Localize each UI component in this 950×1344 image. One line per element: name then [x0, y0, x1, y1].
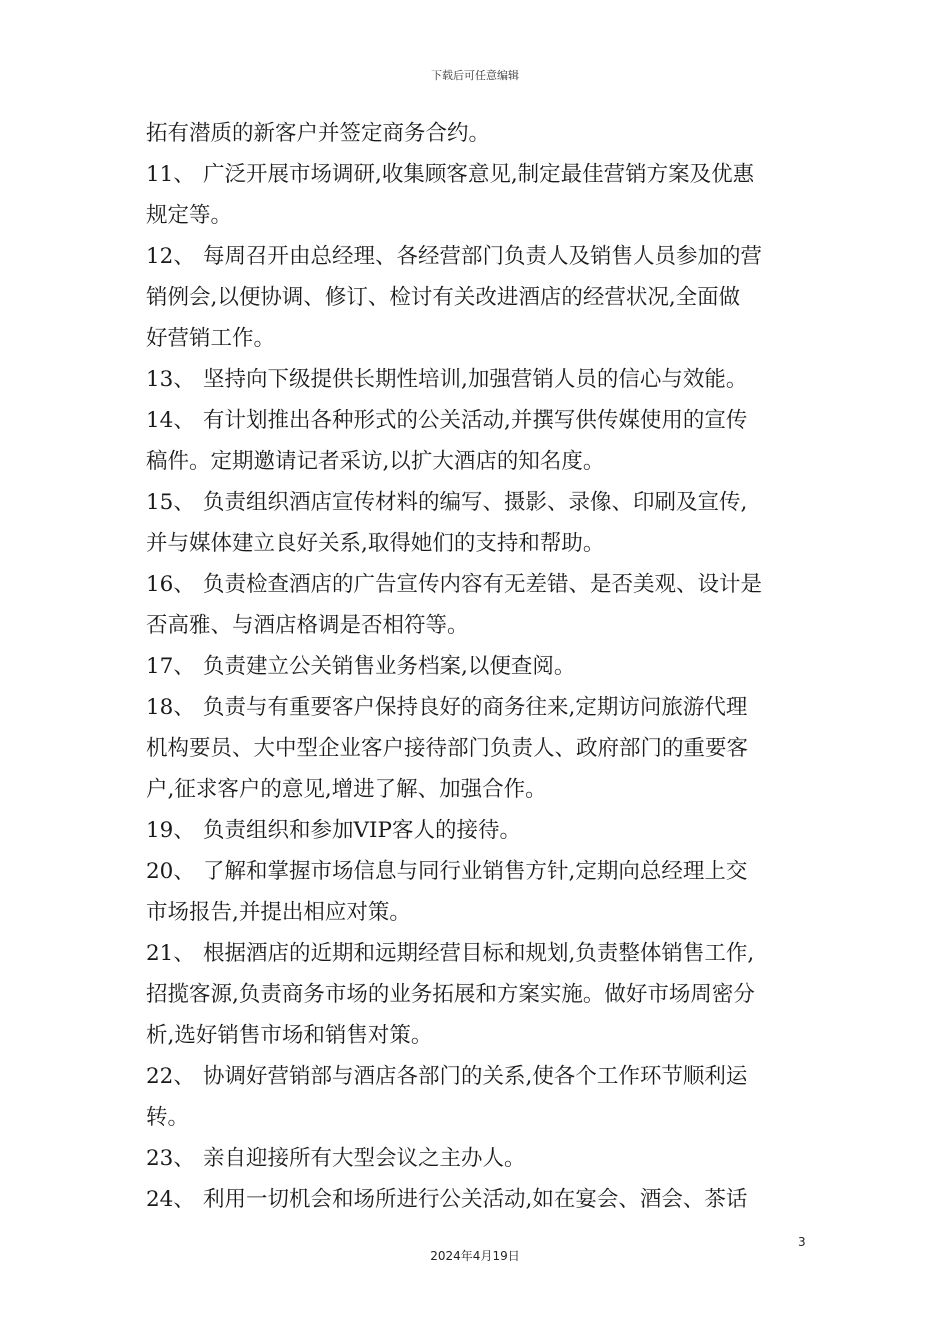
- line-text: 有计划推出各种形式的公关活动,并撰写供传媒使用的宣传: [203, 408, 748, 433]
- text-line: [146, 400, 806, 441]
- line-text: 负责建立公关销售业务档案,以便查阅。: [203, 654, 576, 679]
- footer-date: 2024年4月19日: [430, 1249, 520, 1263]
- line-text: 否高雅、与酒店格调是否相符等。: [146, 613, 469, 638]
- item-number: 15、: [146, 490, 195, 515]
- line-text: 好营销工作。: [146, 326, 276, 351]
- line-text: 户,征求客户的意见,增进了解、加强合作。: [146, 777, 547, 802]
- text-line: [146, 892, 806, 933]
- list-item: [146, 1138, 806, 1179]
- text-line: [146, 1015, 806, 1056]
- item-number: 24、: [146, 1187, 195, 1212]
- line-text: 负责检查酒店的广告宣传内容有无差错、是否美观、设计是: [203, 572, 763, 597]
- item-number: 13、: [146, 367, 195, 392]
- item-number: 20、: [146, 859, 195, 884]
- line-text: 负责组织和参加VIP客人的接待。: [203, 818, 521, 843]
- line-text: 了解和掌握市场信息与同行业销售方针,定期向总经理上交: [203, 859, 748, 884]
- item-number: 11、: [146, 162, 195, 187]
- line-text: 根据酒店的近期和远期经营目标和规划,负责整体销售工作,: [203, 941, 755, 966]
- item-number: 21、: [146, 941, 195, 966]
- item-number: 14、: [146, 408, 195, 433]
- line-text: 协调好营销部与酒店各部门的关系,使各个工作环节顺利运: [203, 1064, 748, 1089]
- text-line: [146, 113, 806, 154]
- text-line: [146, 1056, 806, 1097]
- text-line: [146, 277, 806, 318]
- line-text: 市场报告,并提出相应对策。: [146, 900, 411, 925]
- text-line: [146, 195, 806, 236]
- text-line: [146, 564, 806, 605]
- text-line: [146, 728, 806, 769]
- item-number: 16、: [146, 572, 195, 597]
- line-text: 每周召开由总经理、各经营部门负责人及销售人员参加的营: [203, 244, 763, 269]
- line-text: 转。: [146, 1105, 190, 1130]
- text-line: [146, 441, 806, 482]
- text-line: [146, 810, 806, 851]
- text-line: [146, 318, 806, 359]
- line-text: 坚持向下级提供长期性培训,加强营销人员的信心与效能。: [203, 367, 748, 392]
- list-item: [146, 359, 806, 400]
- list-item: [146, 154, 806, 236]
- page-header: 下载后可任意编辑: [431, 69, 519, 82]
- list-item: [146, 687, 806, 810]
- line-text: 拓有潜质的新客户并签定商务合约。: [146, 121, 491, 146]
- list-item: [146, 236, 806, 359]
- line-text: 机构要员、大中型企业客户接待部门负责人、政府部门的重要客: [146, 736, 749, 761]
- list-item: [146, 933, 806, 1056]
- line-text: 负责组织酒店宣传材料的编写、摄影、录像、印刷及宣传,: [203, 490, 748, 515]
- line-text: 稿件。定期邀请记者采访,以扩大酒店的知名度。: [146, 449, 605, 474]
- text-line: [146, 482, 806, 523]
- text-line: [146, 769, 806, 810]
- item-number: 19、: [146, 818, 195, 843]
- item-number: 22、: [146, 1064, 195, 1089]
- line-text: 销例会,以便协调、修订、检讨有关改进酒店的经营状况,全面做: [146, 285, 741, 310]
- list-item: [146, 1056, 806, 1138]
- text-line: [146, 1138, 806, 1179]
- text-line: [146, 933, 806, 974]
- list-item: [146, 482, 806, 564]
- list-item: [146, 1179, 806, 1220]
- line-text: 负责与有重要客户保持良好的商务往来,定期访问旅游代理: [203, 695, 748, 720]
- line-text: 并与媒体建立良好关系,取得她们的支持和帮助。: [146, 531, 605, 556]
- list-item: [146, 810, 806, 851]
- text-line: [146, 1179, 806, 1220]
- list-item: [146, 851, 806, 933]
- text-line: [146, 646, 806, 687]
- text-line: [146, 974, 806, 1015]
- line-text: 亲自迎接所有大型会议之主办人。: [203, 1146, 526, 1171]
- line-text: 招揽客源,负责商务市场的业务拓展和方案实施。做好市场周密分: [146, 982, 755, 1007]
- line-text: 析,选好销售市场和销售对策。: [146, 1023, 433, 1048]
- text-line: [146, 359, 806, 400]
- page-number: 3: [798, 1235, 806, 1249]
- text-line: [146, 851, 806, 892]
- line-text: 广泛开展市场调研,收集顾客意见,制定最佳营销方案及优惠: [203, 162, 755, 187]
- list-item: [146, 646, 806, 687]
- text-line: [146, 523, 806, 564]
- document-body: [146, 113, 806, 1220]
- item-number: 17、: [146, 654, 195, 679]
- list-item: [146, 564, 806, 646]
- continuation-paragraph: [146, 113, 806, 154]
- text-line: [146, 605, 806, 646]
- text-line: [146, 154, 806, 195]
- text-line: [146, 687, 806, 728]
- item-number: 23、: [146, 1146, 195, 1171]
- item-number: 12、: [146, 244, 195, 269]
- line-text: 规定等。: [146, 203, 233, 228]
- line-text: 利用一切机会和场所进行公关活动,如在宴会、酒会、茶话: [203, 1187, 748, 1212]
- list-item: [146, 400, 806, 482]
- text-line: [146, 236, 806, 277]
- item-number: 18、: [146, 695, 195, 720]
- text-line: [146, 1097, 806, 1138]
